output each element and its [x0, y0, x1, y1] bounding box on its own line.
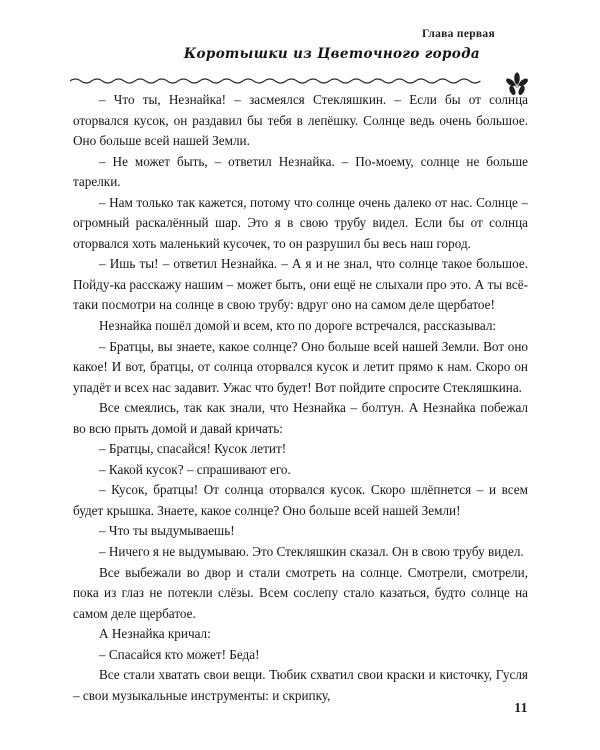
- running-title: Коротышки из Цветочного города: [183, 44, 480, 62]
- body-text: [73, 90, 532, 706]
- paragraph: – Ничего я не выдумываю. Это Стекляшкин сказал. Он в свою трубу видел.: [99, 544, 524, 560]
- paragraph: Все стали хватать свои вещи. Тюбик схватил свои краски и кисточку, Гусля – свои музыкальные инструменты: и скрипку,: [73, 667, 532, 703]
- page-number: 11: [514, 700, 528, 715]
- paragraph: – Не может быть, – ответил Незнайка. – По-моему, солнце не больше тарелки.: [73, 153, 532, 190]
- paragraph: – Что ты выдумываешь!: [99, 523, 235, 539]
- paragraph: Незнайка пошёл домой и всем, кто по дороге встречался, рассказывал:: [99, 318, 497, 334]
- paragraph: Все смеялись, так как знали, что Незнайка – болтун. А Незнайка побежал во всю прыть домой и давай кричать:: [73, 400, 532, 436]
- paragraph: – Спасайся кто может! Беда!: [99, 646, 260, 662]
- running-title-row: [73, 46, 528, 72]
- paragraph: – Братцы, спасайся! Кусок летит!: [99, 441, 287, 457]
- paragraph: – Что ты, Незнайка! – засмеялся Стекляшкин. – Если бы от солнца оторвался кусок, он раздавил бы тебя в лепёшку. Солнце ведь очень большое. Оно больше всей нашей Земли.: [73, 92, 532, 149]
- paragraph: – Какой кусок? – спрашивают его.: [99, 461, 291, 477]
- paragraph: – Нам только так кажется, потому что солнце очень далеко от нас. Солнце – огромный раскалённый шар. Это я в свою трубу видел. Если бы от солнца оторвался хоть маленький кусочек, то он разрушил бы весь наш город.: [73, 194, 532, 251]
- paragraph: А Незнайка кричал:: [99, 626, 211, 642]
- paragraph: – Братцы, вы знаете, какое солнце? Оно больше всей нашей Земли. Вот оно какое! И вот, братцы, от солнца оторвался кусок и летит прямо к нам. Скоро он упадёт и всех нас задавит. Ужас что будет! Вот пойдите спросите Стекляшкина.: [73, 338, 532, 395]
- wavy-divider-rule: [70, 72, 502, 82]
- paragraph: – Ишь ты! – ответил Незнайка. – А я и не знал, что солнце такое большое. Пойду-ка расскажу нашим – может быть, они ещё не слыхали про это. А ты всё-таки посмотри на солнце в свою трубу: вдруг оно на самом деле щербатое!: [73, 256, 532, 313]
- paragraph: – Кусок, братцы! От солнца оторвался кусок. Скоро шлёпнется – и всем будет крышка. Знаете, какое солнце? Оно больше всей нашей Земли!: [73, 482, 532, 518]
- chapter-label: Глава первая: [422, 28, 495, 40]
- paragraph: Все выбежали во двор и стали смотреть на солнце. Смотрели, смотрели, пока из глаз не потекли слёзы. Всем сослепу стало казаться, будто солнце на самом деле щербатое.: [73, 564, 532, 621]
